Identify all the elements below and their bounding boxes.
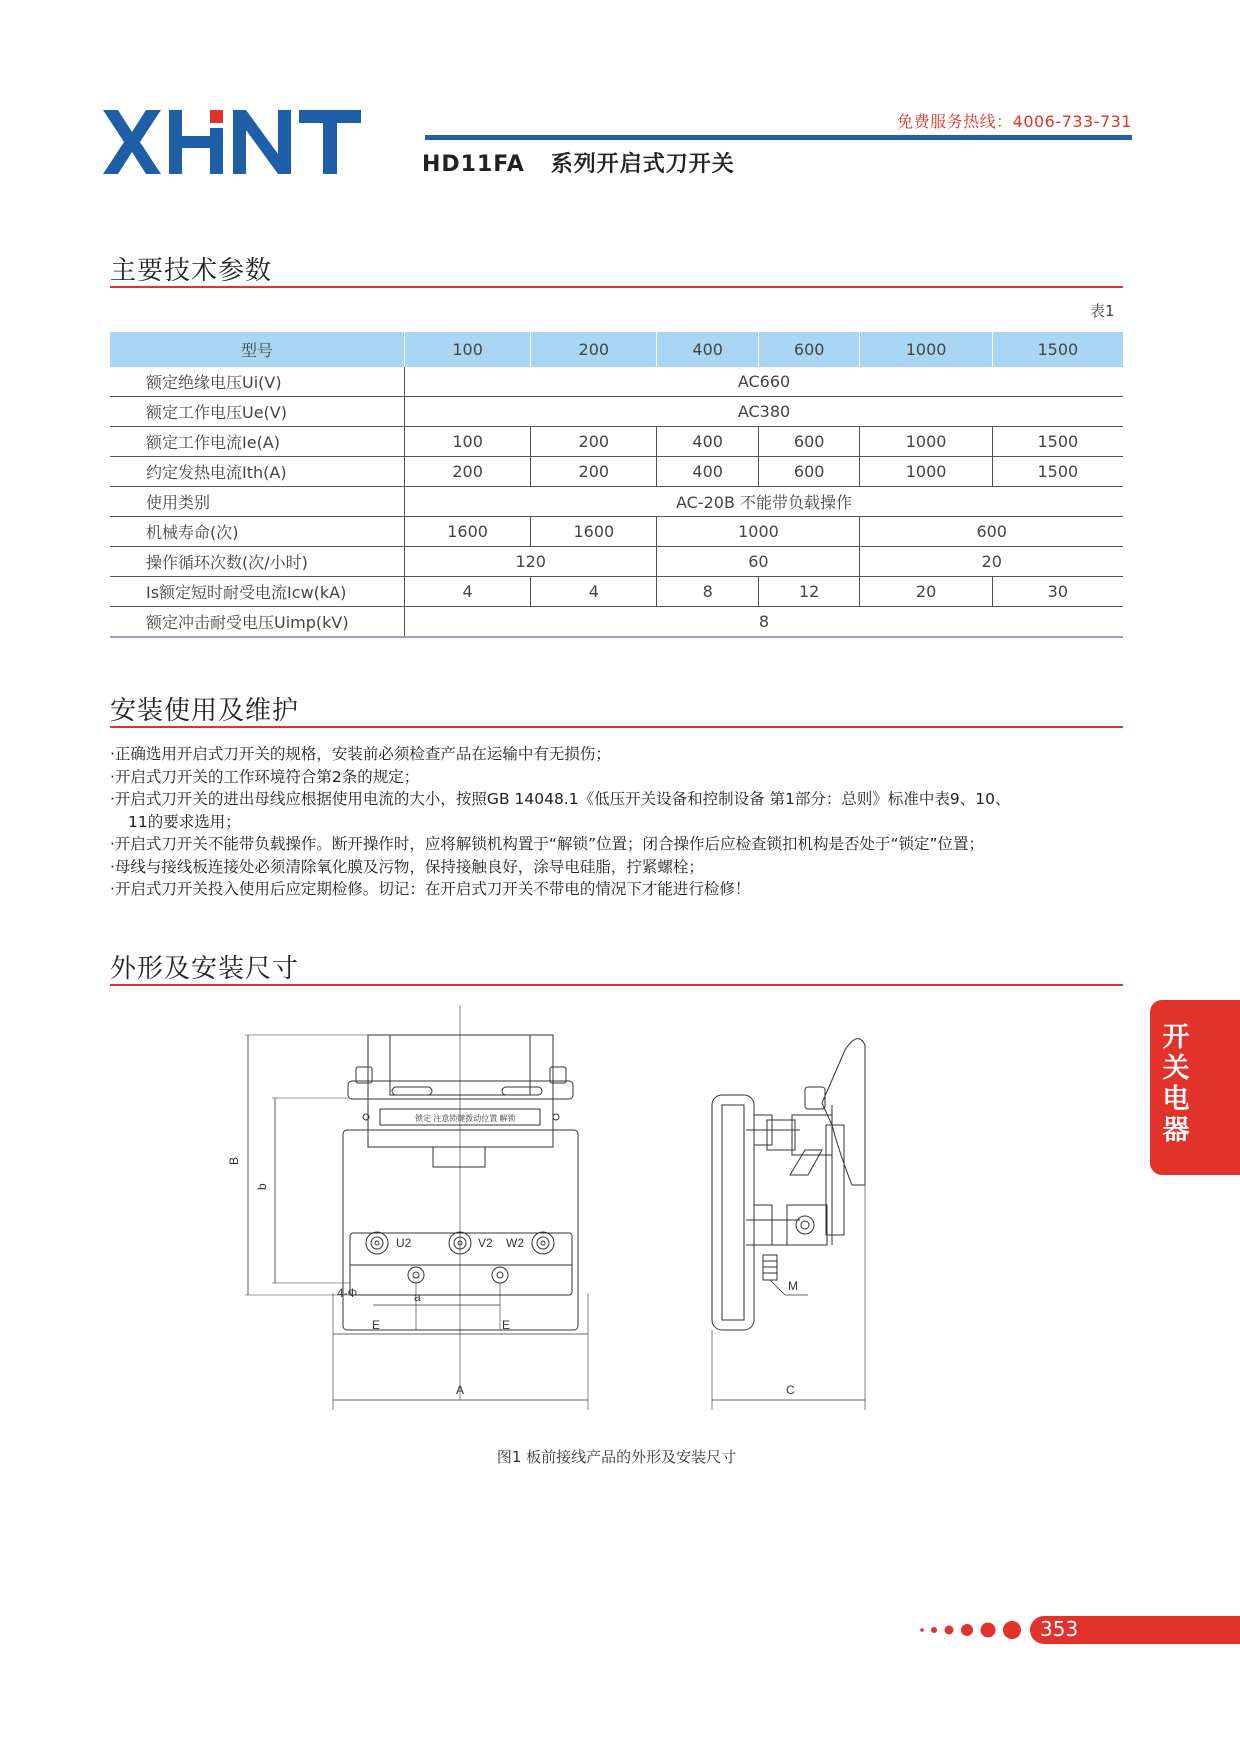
dim-M: M <box>788 1279 798 1293</box>
section-rule <box>110 984 1123 986</box>
row-label: 额定绝缘电压Ui(V) <box>110 367 405 397</box>
table-header-cell: 1500 <box>992 332 1123 367</box>
figure-caption: 图1 板前接线产品的外形及安装尺寸 <box>496 1448 737 1466</box>
table-cell: 600 <box>758 427 860 457</box>
table-header-cell: 600 <box>758 332 860 367</box>
terminal-label: V2 <box>478 1236 493 1250</box>
row-label: 额定工作电流Ie(A) <box>110 427 405 457</box>
table-cell: 12 <box>758 577 860 607</box>
table-cell: 1500 <box>992 427 1123 457</box>
table-header-cell: 400 <box>657 332 759 367</box>
terminal-label: U2 <box>396 1236 412 1250</box>
table-cell: 1000 <box>657 517 860 547</box>
table-cell: 8 <box>405 607 1124 638</box>
page-number: 353 <box>1040 1617 1079 1641</box>
table-cell: 1600 <box>531 517 657 547</box>
lock-strip-label: 锁定 注意锁键拨动位置 解锁 <box>415 1114 516 1123</box>
table-cell: AC-20B 不能带负载操作 <box>405 487 1124 517</box>
table-cell: 200 <box>531 427 657 457</box>
install-notes <box>110 743 1140 901</box>
table-cell: 120 <box>405 547 657 577</box>
table-cell: 1600 <box>405 517 531 547</box>
table-cell: AC660 <box>405 367 1124 397</box>
row-label: 约定发热电流Ith(A) <box>110 457 405 487</box>
section-title-tech: 主要技术参数 <box>110 256 273 286</box>
terminal-V2 <box>449 1232 493 1254</box>
table-cell: 1000 <box>860 457 992 487</box>
front-view <box>227 1005 588 1410</box>
note-item: ·开启式刀开关的工作环境符合第2条的规定； <box>110 767 420 786</box>
table-row <box>110 427 1123 457</box>
row-label: 额定冲击耐受电压Uimp(kV) <box>110 607 405 638</box>
table-cell: 60 <box>657 547 860 577</box>
category-side-tab-label: 开关电器 <box>1162 1022 1190 1146</box>
table-cell: 8 <box>657 577 759 607</box>
table-cell: 600 <box>758 457 860 487</box>
table-row <box>110 457 1123 487</box>
row-label: 操作循环次数(次/小时) <box>110 547 405 577</box>
table-cell: 200 <box>405 457 531 487</box>
table-row <box>110 487 1123 517</box>
table-cell: 20 <box>860 547 1123 577</box>
table-cell: AC380 <box>405 397 1124 427</box>
dim-B: B <box>227 1156 241 1165</box>
table-header-cell: 200 <box>531 332 657 367</box>
terminal-W2 <box>506 1232 554 1254</box>
table-row <box>110 607 1123 638</box>
table-number: 表1 <box>1090 302 1115 320</box>
side-view <box>712 1039 865 1410</box>
table-header-cell: 1000 <box>860 332 992 367</box>
note-item: ·正确选用开启式刀开关的规格，安装前必须检查产品在运输中有无损伤； <box>110 745 611 763</box>
header-rule <box>425 135 1132 140</box>
dim-A: A <box>456 1383 465 1397</box>
note-item: ·开启式刀开关投入使用后应定期检修。切记：在开启式刀开关不带电的情况下才能进行检修！ <box>110 880 751 898</box>
table-cell: 200 <box>531 457 657 487</box>
table-cell: 30 <box>992 577 1123 607</box>
section-rule <box>110 286 1123 288</box>
table-row <box>110 547 1123 577</box>
terminal-U2 <box>366 1232 412 1254</box>
table-cell: 1000 <box>860 427 992 457</box>
section-title-install: 安装使用及维护 <box>110 696 300 726</box>
dim-E: E <box>372 1318 381 1332</box>
table-cell: 600 <box>860 517 1123 547</box>
product-title: HD11FA 系列开启式刀开关 <box>422 152 735 177</box>
row-label: 额定工作电压Ue(V) <box>110 397 405 427</box>
note-item: ·开启式刀开关的进出母线应根据使用电流的大小，按照GB 14048.1《低压开关设备和控制设备 第1部分：总则》标准中表9、10、 <box>110 790 1011 808</box>
table-header-row <box>110 332 1123 367</box>
service-hotline: 免费服务热线：4006-733-731 <box>897 112 1132 131</box>
section-title-dimensions: 外形及安装尺寸 <box>110 954 300 984</box>
section-rule <box>110 726 1123 728</box>
table-row <box>110 367 1123 397</box>
dim-C: C <box>786 1383 795 1397</box>
row-label: 使用类别 <box>110 487 405 517</box>
table-header-model: 型号 <box>110 332 405 367</box>
dim-E: E <box>502 1318 511 1332</box>
table-cell: 400 <box>657 427 759 457</box>
table-row <box>110 397 1123 427</box>
page-dots-decoration <box>918 1619 1028 1641</box>
terminal-label: W2 <box>506 1236 524 1250</box>
note-item: ·母线与接线板连接处必须清除氧化膜及污物，保持接触良好，涂导电硅脂，拧紧螺栓； <box>110 857 704 876</box>
dimension-drawing <box>227 1005 940 1415</box>
xhnt-logo <box>103 108 383 178</box>
row-label: 机械寿命(次) <box>110 517 405 547</box>
row-label: Is额定短时耐受电流Icw(kA) <box>110 577 405 607</box>
note-item: 11的要求选用； <box>128 812 241 831</box>
table-cell: 4 <box>405 577 531 607</box>
table-header-cell: 100 <box>405 332 531 367</box>
table-cell: 100 <box>405 427 531 457</box>
table-row <box>110 577 1123 607</box>
table-cell: 20 <box>860 577 992 607</box>
dim-a: a <box>414 1290 421 1304</box>
table-cell: 1500 <box>992 457 1123 487</box>
note-item: ·开启式刀开关不能带负载操作。断开操作时，应将解锁机构置于“解锁”位置；闭合操作后应检查锁扣机构是否处于“锁定”位置； <box>110 835 985 853</box>
table-cell: 400 <box>657 457 759 487</box>
table-cell: 4 <box>531 577 657 607</box>
table-row <box>110 517 1123 547</box>
dim-b: b <box>255 1183 269 1190</box>
holes-label: 4-Φ <box>337 1286 358 1300</box>
spec-table <box>110 332 1123 638</box>
